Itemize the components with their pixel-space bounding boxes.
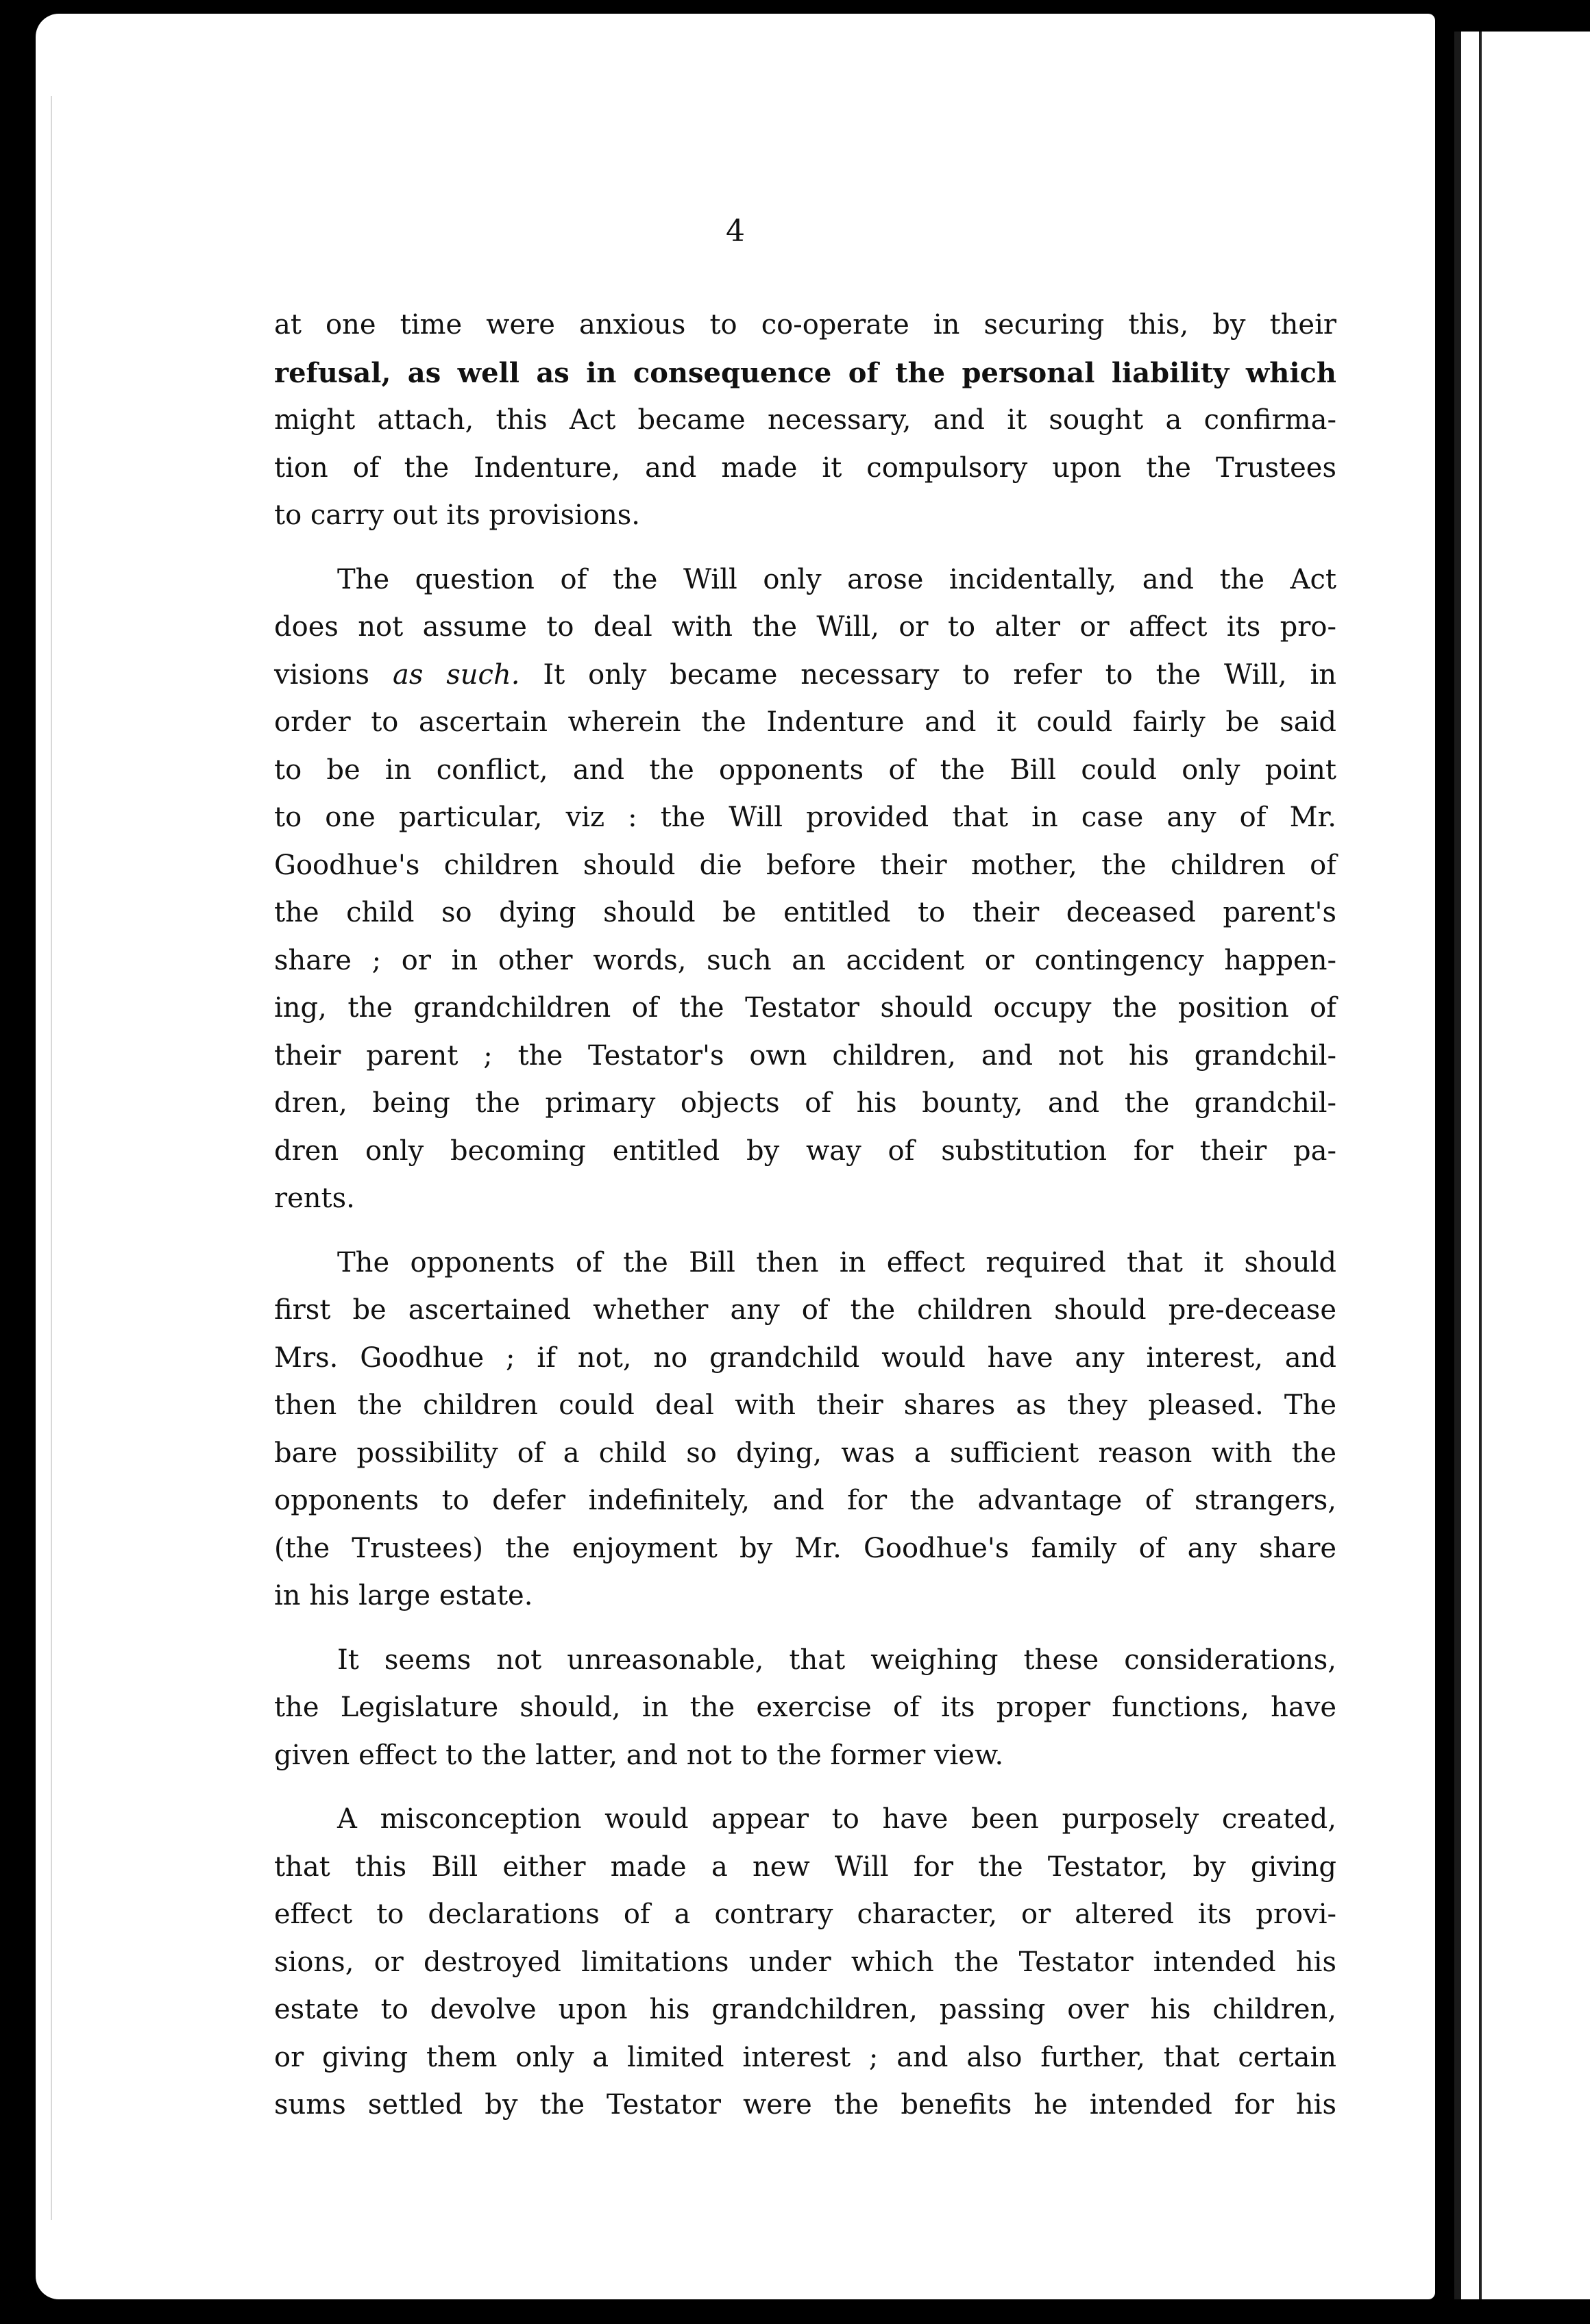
- text-line: order to ascertain wherein the Indenture and it could fairly be said: [274, 706, 1336, 738]
- text-line: Mrs. Goodhue ; if not, no grandchild would have any interest, and: [274, 1342, 1336, 1374]
- text-line: then the children could deal with their shares as they pleased. The: [274, 1389, 1336, 1421]
- text-line: refusal, as well as in consequence of the personal liability which: [274, 356, 1336, 389]
- text-line: to carry out its provisions.: [274, 499, 641, 531]
- text-line: effect to declarations of a contrary character, or altered its provi-: [274, 1899, 1336, 1930]
- text-line: A misconception would appear to have been purposely created,: [337, 1803, 1336, 1835]
- text-line: might attach, this Act became necessary, and it sought a confirma-: [274, 404, 1336, 436]
- adjacent-page-edge: [1454, 32, 1590, 2299]
- text-segment: It only became necessary to refer to the Will, in: [543, 658, 1337, 691]
- text-line: the Legislature should, in the exercise of its proper functions, have: [274, 1692, 1336, 1723]
- text-line: the child so dying should be entitled to their deceased parent's: [274, 897, 1336, 928]
- text-line: their parent ; the Testator's own children, and not his grandchil-: [274, 1039, 1336, 1072]
- text-line: share ; or in other words, such an accident or contingency happen-: [274, 944, 1336, 976]
- text-line: does not assume to deal with the Will, or to alter or affect its pro-: [274, 611, 1336, 643]
- italic-phrase: as such.: [393, 658, 520, 691]
- text-line: first be ascertained whether any of the children should pre-decease: [274, 1294, 1336, 1326]
- text-line: that this Bill either made a new Will for the Testator, by giving: [274, 1851, 1336, 1883]
- text-line: rents.: [274, 1183, 355, 1214]
- adjacent-page-rule: [1479, 32, 1482, 2299]
- paragraph-4: [274, 1637, 1336, 1780]
- text-line: dren only becoming entitled by way of substitution for their pa-: [274, 1135, 1336, 1167]
- text-line: The opponents of the Bill then in effect required that it should: [337, 1246, 1336, 1278]
- paragraph-2: [274, 556, 1336, 1223]
- text-line: to be in conflict, and the opponents of the Bill could only point: [274, 754, 1336, 786]
- text-line: sions, or destroyed limitations under which the Testator intended his: [274, 1946, 1336, 1978]
- text-line: in his large estate.: [274, 1580, 533, 1611]
- paragraph-1: [274, 301, 1336, 540]
- text-line: or giving them only a limited interest ; and also further, that certain: [274, 2041, 1336, 2073]
- text-line: [274, 652, 1336, 700]
- text-line: at one time were anxious to co-operate in securing this, by their: [274, 309, 1336, 341]
- scan-edge-artifact: [51, 96, 52, 2220]
- text-line: estate to devolve upon his grandchildren, passing over his children,: [274, 1994, 1336, 2025]
- text-line: ing, the grandchildren of the Testator should occupy the position of: [274, 992, 1336, 1024]
- text-line: It seems not unreasonable, that weighing these considerations,: [337, 1644, 1336, 1676]
- text-line: to one particular, viz : the Will provided that in case any of Mr.: [274, 802, 1336, 833]
- text-line: Goodhue's children should die before their mother, the children of: [274, 849, 1336, 881]
- text-line: sums settled by the Testator were the benefits he intended for his: [274, 2089, 1336, 2121]
- text-line: tion of the Indenture, and made it compulsory upon the Trustees: [274, 452, 1336, 484]
- text-line: (the Trustees) the enjoyment by Mr. Goodhue's family of any share: [274, 1532, 1336, 1564]
- text-line: given effect to the latter, and not to the former view.: [274, 1739, 1004, 1771]
- text-line: The question of the Will only arose incidentally, and the Act: [337, 563, 1336, 595]
- paragraph-3: [274, 1239, 1336, 1620]
- page-gutter: [1435, 14, 1454, 2299]
- text-segment: visions: [274, 658, 370, 691]
- body-text: [274, 301, 1336, 2146]
- paragraph-5: [274, 1796, 1336, 2129]
- page-number: 4: [726, 214, 745, 249]
- scan-top-border: [0, 0, 1590, 12]
- document-page: [36, 14, 1435, 2299]
- text-line: opponents to defer indefinitely, and for the advantage of strangers,: [274, 1485, 1336, 1516]
- text-line: bare possibility of a child so dying, was a sufficient reason with the: [274, 1437, 1336, 1469]
- text-line: dren, being the primary objects of his bounty, and the grandchil-: [274, 1087, 1336, 1119]
